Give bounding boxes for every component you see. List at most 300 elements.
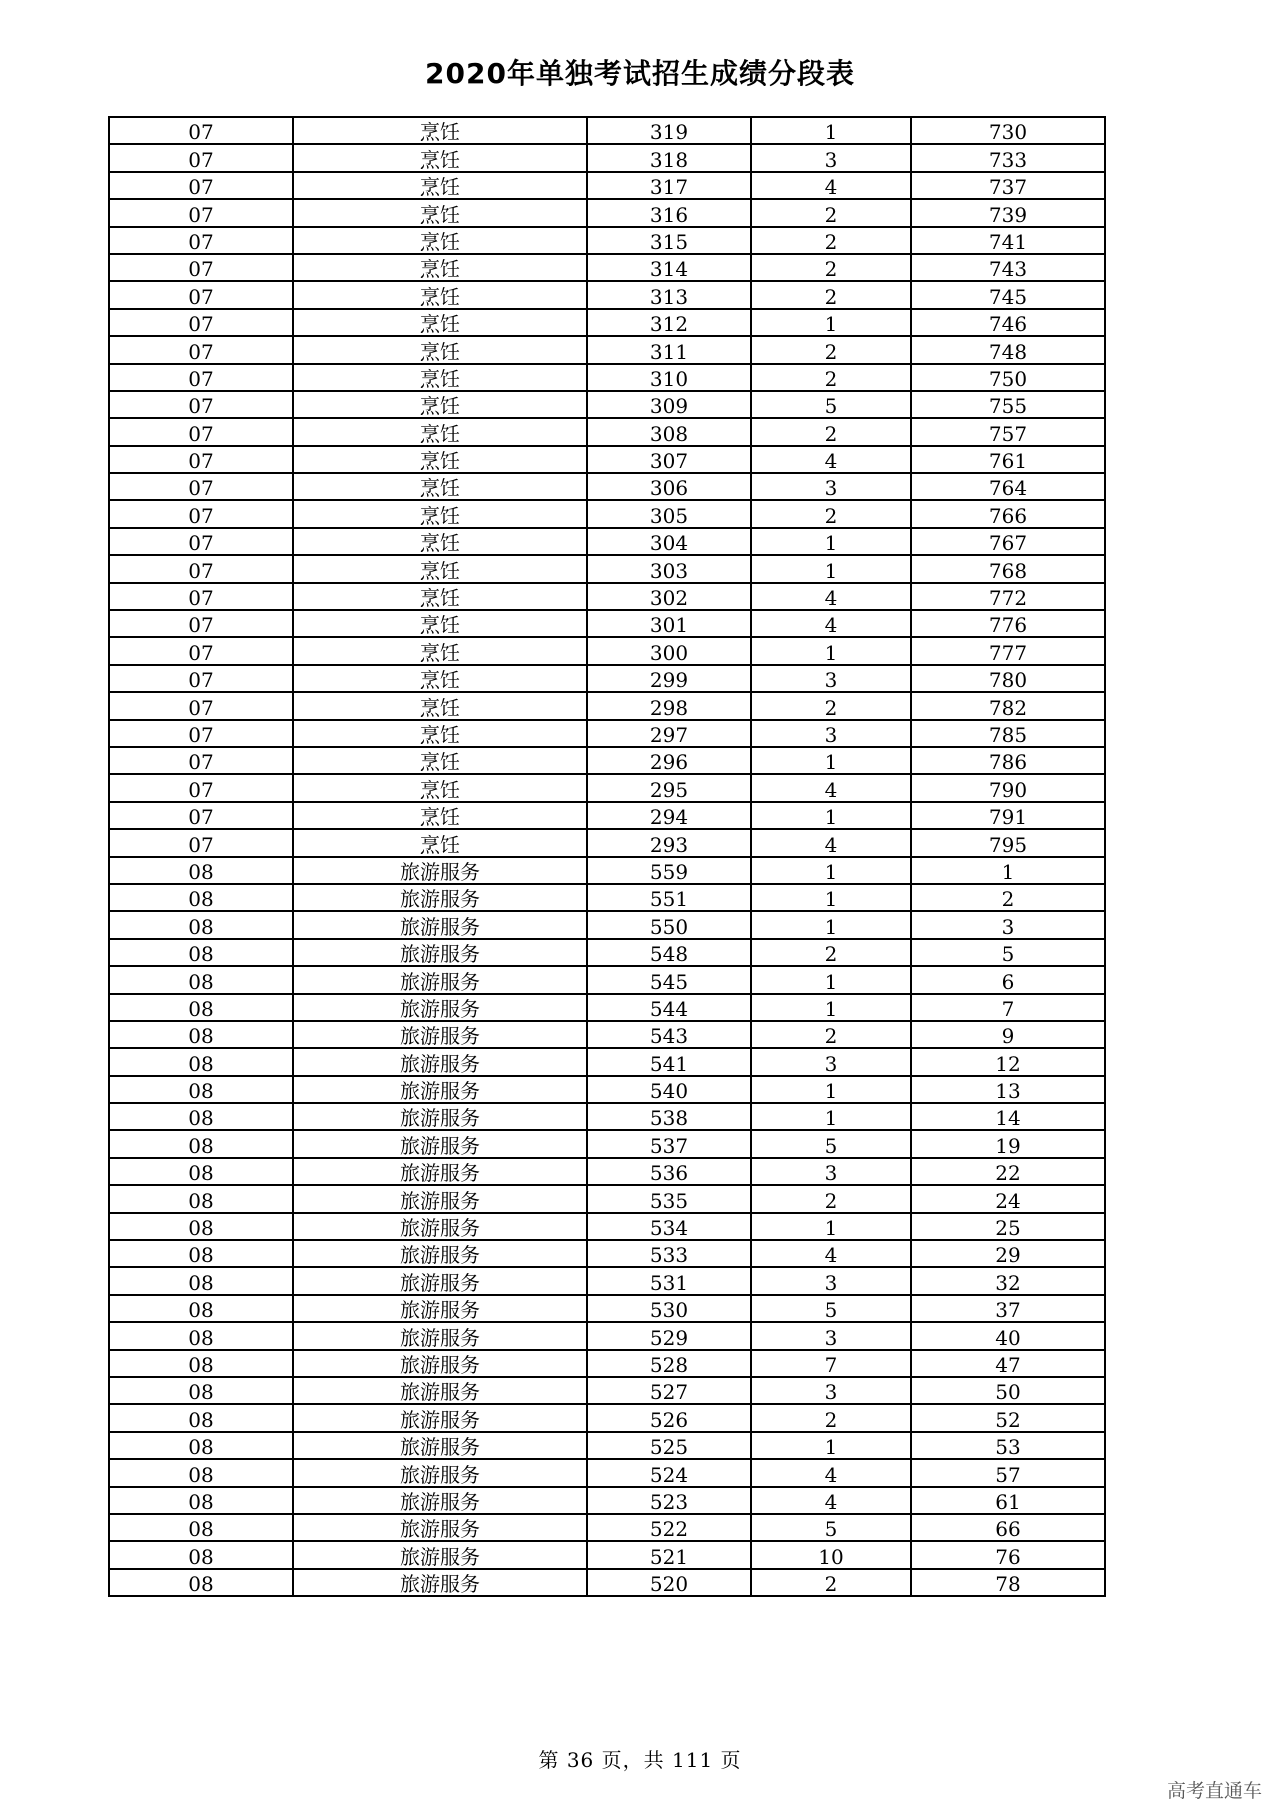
category-code-cell: 07 xyxy=(109,665,293,692)
major-name-cell: 烹饪 xyxy=(293,747,587,774)
count-cell: 1 xyxy=(751,1432,911,1459)
count-cell: 2 xyxy=(751,336,911,363)
category-code-cell: 08 xyxy=(109,994,293,1021)
category-code-cell: 07 xyxy=(109,528,293,555)
table-row xyxy=(109,637,1105,664)
score-cell: 526 xyxy=(587,1404,751,1431)
count-cell: 3 xyxy=(751,1377,911,1404)
cumulative-cell: 746 xyxy=(911,309,1105,336)
score-cell: 548 xyxy=(587,939,751,966)
score-cell: 315 xyxy=(587,227,751,254)
major-name-cell: 烹饪 xyxy=(293,774,587,801)
major-name-cell: 烹饪 xyxy=(293,555,587,582)
score-cell: 305 xyxy=(587,500,751,527)
score-cell: 319 xyxy=(587,117,751,144)
count-cell: 4 xyxy=(751,1240,911,1267)
cumulative-cell: 53 xyxy=(911,1432,1105,1459)
cumulative-cell: 52 xyxy=(911,1404,1105,1431)
count-cell: 4 xyxy=(751,1459,911,1486)
count-cell: 2 xyxy=(751,364,911,391)
table-row xyxy=(109,857,1105,884)
major-name-cell: 烹饪 xyxy=(293,199,587,226)
score-cell: 313 xyxy=(587,281,751,308)
major-name-cell: 烹饪 xyxy=(293,391,587,418)
category-code-cell: 08 xyxy=(109,1213,293,1240)
cumulative-cell: 47 xyxy=(911,1350,1105,1377)
table-row xyxy=(109,1240,1105,1267)
table-row xyxy=(109,1404,1105,1431)
score-cell: 317 xyxy=(587,172,751,199)
count-cell: 2 xyxy=(751,1404,911,1431)
score-cell: 550 xyxy=(587,911,751,938)
category-code-cell: 08 xyxy=(109,1350,293,1377)
cumulative-cell: 755 xyxy=(911,391,1105,418)
table-row xyxy=(109,747,1105,774)
category-code-cell: 08 xyxy=(109,1569,293,1596)
category-code-cell: 07 xyxy=(109,829,293,856)
cumulative-cell: 785 xyxy=(911,720,1105,747)
cumulative-cell: 9 xyxy=(911,1021,1105,1048)
major-name-cell: 烹饪 xyxy=(293,336,587,363)
cumulative-cell: 745 xyxy=(911,281,1105,308)
count-cell: 1 xyxy=(751,555,911,582)
category-code-cell: 08 xyxy=(109,857,293,884)
major-name-cell: 烹饪 xyxy=(293,172,587,199)
count-cell: 1 xyxy=(751,911,911,938)
major-name-cell: 旅游服务 xyxy=(293,1076,587,1103)
category-code-cell: 07 xyxy=(109,144,293,171)
major-name-cell: 旅游服务 xyxy=(293,1295,587,1322)
cumulative-cell: 12 xyxy=(911,1048,1105,1075)
count-cell: 5 xyxy=(751,391,911,418)
cumulative-cell: 739 xyxy=(911,199,1105,226)
table-row xyxy=(109,1048,1105,1075)
cumulative-cell: 780 xyxy=(911,665,1105,692)
score-cell: 520 xyxy=(587,1569,751,1596)
category-code-cell: 07 xyxy=(109,172,293,199)
major-name-cell: 烹饪 xyxy=(293,117,587,144)
cumulative-cell: 24 xyxy=(911,1185,1105,1212)
category-code-cell: 08 xyxy=(109,1322,293,1349)
table-row xyxy=(109,939,1105,966)
count-cell: 4 xyxy=(751,172,911,199)
major-name-cell: 旅游服务 xyxy=(293,939,587,966)
score-cell: 316 xyxy=(587,199,751,226)
score-cell: 527 xyxy=(587,1377,751,1404)
score-cell: 543 xyxy=(587,1021,751,1048)
category-code-cell: 08 xyxy=(109,1021,293,1048)
cumulative-cell: 7 xyxy=(911,994,1105,1021)
score-cell: 318 xyxy=(587,144,751,171)
table-row xyxy=(109,802,1105,829)
count-cell: 7 xyxy=(751,1350,911,1377)
score-cell: 537 xyxy=(587,1130,751,1157)
category-code-cell: 08 xyxy=(109,1487,293,1514)
count-cell: 3 xyxy=(751,1322,911,1349)
category-code-cell: 08 xyxy=(109,1048,293,1075)
score-cell: 311 xyxy=(587,336,751,363)
cumulative-cell: 750 xyxy=(911,364,1105,391)
category-code-cell: 07 xyxy=(109,637,293,664)
score-cell: 551 xyxy=(587,884,751,911)
score-cell: 530 xyxy=(587,1295,751,1322)
count-cell: 2 xyxy=(751,254,911,281)
category-code-cell: 08 xyxy=(109,1295,293,1322)
major-name-cell: 烹饪 xyxy=(293,281,587,308)
table-row xyxy=(109,227,1105,254)
category-code-cell: 08 xyxy=(109,911,293,938)
count-cell: 3 xyxy=(751,144,911,171)
major-name-cell: 旅游服务 xyxy=(293,1103,587,1130)
category-code-cell: 08 xyxy=(109,1404,293,1431)
count-cell: 3 xyxy=(751,1048,911,1075)
score-cell: 294 xyxy=(587,802,751,829)
category-code-cell: 07 xyxy=(109,336,293,363)
score-cell: 303 xyxy=(587,555,751,582)
major-name-cell: 旅游服务 xyxy=(293,1514,587,1541)
category-code-cell: 07 xyxy=(109,720,293,747)
table-row xyxy=(109,364,1105,391)
count-cell: 2 xyxy=(751,500,911,527)
cumulative-cell: 761 xyxy=(911,446,1105,473)
major-name-cell: 旅游服务 xyxy=(293,1459,587,1486)
major-name-cell: 旅游服务 xyxy=(293,911,587,938)
score-distribution-table xyxy=(108,116,1106,1597)
score-cell: 312 xyxy=(587,309,751,336)
major-name-cell: 烹饪 xyxy=(293,720,587,747)
major-name-cell: 烹饪 xyxy=(293,446,587,473)
major-name-cell: 烹饪 xyxy=(293,144,587,171)
cumulative-cell: 772 xyxy=(911,583,1105,610)
category-code-cell: 07 xyxy=(109,774,293,801)
category-code-cell: 07 xyxy=(109,555,293,582)
page-footer: 第 36 页，共 111 页 xyxy=(538,1748,742,1772)
cumulative-cell: 25 xyxy=(911,1213,1105,1240)
count-cell: 1 xyxy=(751,637,911,664)
cumulative-cell: 768 xyxy=(911,555,1105,582)
table-row xyxy=(109,1213,1105,1240)
table-row xyxy=(109,1021,1105,1048)
cumulative-cell: 66 xyxy=(911,1514,1105,1541)
major-name-cell: 旅游服务 xyxy=(293,966,587,993)
table-row xyxy=(109,281,1105,308)
cumulative-cell: 743 xyxy=(911,254,1105,281)
score-cell: 559 xyxy=(587,857,751,884)
score-cell: 536 xyxy=(587,1158,751,1185)
category-code-cell: 07 xyxy=(109,610,293,637)
category-code-cell: 07 xyxy=(109,309,293,336)
cumulative-cell: 766 xyxy=(911,500,1105,527)
major-name-cell: 烹饪 xyxy=(293,418,587,445)
count-cell: 3 xyxy=(751,1267,911,1294)
score-cell: 545 xyxy=(587,966,751,993)
major-name-cell: 烹饪 xyxy=(293,583,587,610)
score-cell: 297 xyxy=(587,720,751,747)
count-cell: 4 xyxy=(751,774,911,801)
category-code-cell: 08 xyxy=(109,1377,293,1404)
score-cell: 304 xyxy=(587,528,751,555)
score-cell: 308 xyxy=(587,418,751,445)
cumulative-cell: 13 xyxy=(911,1076,1105,1103)
count-cell: 2 xyxy=(751,1185,911,1212)
cumulative-cell: 6 xyxy=(911,966,1105,993)
category-code-cell: 07 xyxy=(109,473,293,500)
table-row xyxy=(109,1541,1105,1568)
table-row xyxy=(109,692,1105,719)
major-name-cell: 烹饪 xyxy=(293,500,587,527)
major-name-cell: 旅游服务 xyxy=(293,1130,587,1157)
count-cell: 3 xyxy=(751,665,911,692)
category-code-cell: 07 xyxy=(109,802,293,829)
score-cell: 538 xyxy=(587,1103,751,1130)
table-row xyxy=(109,884,1105,911)
score-cell: 523 xyxy=(587,1487,751,1514)
major-name-cell: 烹饪 xyxy=(293,227,587,254)
major-name-cell: 旅游服务 xyxy=(293,1048,587,1075)
table-body xyxy=(109,117,1105,1596)
cumulative-cell: 76 xyxy=(911,1541,1105,1568)
cumulative-cell: 782 xyxy=(911,692,1105,719)
major-name-cell: 烹饪 xyxy=(293,692,587,719)
table-row xyxy=(109,144,1105,171)
count-cell: 4 xyxy=(751,829,911,856)
major-name-cell: 旅游服务 xyxy=(293,857,587,884)
cumulative-cell: 29 xyxy=(911,1240,1105,1267)
count-cell: 1 xyxy=(751,802,911,829)
table-row xyxy=(109,528,1105,555)
count-cell: 2 xyxy=(751,1569,911,1596)
major-name-cell: 旅游服务 xyxy=(293,1487,587,1514)
score-cell: 293 xyxy=(587,829,751,856)
category-code-cell: 08 xyxy=(109,1158,293,1185)
score-cell: 299 xyxy=(587,665,751,692)
major-name-cell: 旅游服务 xyxy=(293,1240,587,1267)
category-code-cell: 07 xyxy=(109,364,293,391)
count-cell: 2 xyxy=(751,939,911,966)
category-code-cell: 08 xyxy=(109,1076,293,1103)
score-cell: 524 xyxy=(587,1459,751,1486)
category-code-cell: 07 xyxy=(109,227,293,254)
table-row xyxy=(109,254,1105,281)
cumulative-cell: 19 xyxy=(911,1130,1105,1157)
table-row xyxy=(109,1377,1105,1404)
count-cell: 1 xyxy=(751,309,911,336)
cumulative-cell: 37 xyxy=(911,1295,1105,1322)
category-code-cell: 08 xyxy=(109,966,293,993)
table-row xyxy=(109,500,1105,527)
score-cell: 525 xyxy=(587,1432,751,1459)
major-name-cell: 烹饪 xyxy=(293,254,587,281)
category-code-cell: 08 xyxy=(109,884,293,911)
major-name-cell: 烹饪 xyxy=(293,637,587,664)
score-cell: 522 xyxy=(587,1514,751,1541)
count-cell: 3 xyxy=(751,473,911,500)
cumulative-cell: 730 xyxy=(911,117,1105,144)
cumulative-cell: 791 xyxy=(911,802,1105,829)
table-row xyxy=(109,829,1105,856)
category-code-cell: 08 xyxy=(109,1240,293,1267)
cumulative-cell: 786 xyxy=(911,747,1105,774)
category-code-cell: 08 xyxy=(109,1267,293,1294)
count-cell: 5 xyxy=(751,1295,911,1322)
major-name-cell: 烹饪 xyxy=(293,473,587,500)
table-row xyxy=(109,1130,1105,1157)
cumulative-cell: 767 xyxy=(911,528,1105,555)
major-name-cell: 旅游服务 xyxy=(293,994,587,1021)
category-code-cell: 07 xyxy=(109,500,293,527)
major-name-cell: 旅游服务 xyxy=(293,1021,587,1048)
category-code-cell: 08 xyxy=(109,1432,293,1459)
watermark: 高考直通车 xyxy=(1166,1780,1262,1802)
category-code-cell: 08 xyxy=(109,1459,293,1486)
table-row xyxy=(109,1267,1105,1294)
table-row xyxy=(109,720,1105,747)
cumulative-cell: 748 xyxy=(911,336,1105,363)
count-cell: 4 xyxy=(751,610,911,637)
major-name-cell: 烹饪 xyxy=(293,309,587,336)
category-code-cell: 07 xyxy=(109,692,293,719)
table-row xyxy=(109,966,1105,993)
cumulative-cell: 61 xyxy=(911,1487,1105,1514)
score-cell: 533 xyxy=(587,1240,751,1267)
category-code-cell: 08 xyxy=(109,1103,293,1130)
table-row xyxy=(109,391,1105,418)
major-name-cell: 旅游服务 xyxy=(293,1377,587,1404)
cumulative-cell: 741 xyxy=(911,227,1105,254)
major-name-cell: 旅游服务 xyxy=(293,1432,587,1459)
category-code-cell: 08 xyxy=(109,1130,293,1157)
score-cell: 307 xyxy=(587,446,751,473)
score-cell: 535 xyxy=(587,1185,751,1212)
count-cell: 2 xyxy=(751,227,911,254)
table-row xyxy=(109,774,1105,801)
table-row xyxy=(109,1432,1105,1459)
category-code-cell: 07 xyxy=(109,117,293,144)
count-cell: 1 xyxy=(751,994,911,1021)
score-cell: 310 xyxy=(587,364,751,391)
count-cell: 4 xyxy=(751,583,911,610)
score-cell: 296 xyxy=(587,747,751,774)
score-cell: 302 xyxy=(587,583,751,610)
cumulative-cell: 3 xyxy=(911,911,1105,938)
score-cell: 306 xyxy=(587,473,751,500)
cumulative-cell: 22 xyxy=(911,1158,1105,1185)
count-cell: 1 xyxy=(751,1213,911,1240)
count-cell: 3 xyxy=(751,1158,911,1185)
major-name-cell: 烹饪 xyxy=(293,829,587,856)
table-row xyxy=(109,610,1105,637)
category-code-cell: 08 xyxy=(109,1514,293,1541)
table-row xyxy=(109,1185,1105,1212)
count-cell: 1 xyxy=(751,966,911,993)
score-cell: 531 xyxy=(587,1267,751,1294)
major-name-cell: 旅游服务 xyxy=(293,1185,587,1212)
major-name-cell: 旅游服务 xyxy=(293,1322,587,1349)
cumulative-cell: 764 xyxy=(911,473,1105,500)
count-cell: 1 xyxy=(751,884,911,911)
table-row xyxy=(109,1322,1105,1349)
score-cell: 298 xyxy=(587,692,751,719)
cumulative-cell: 14 xyxy=(911,1103,1105,1130)
cumulative-cell: 2 xyxy=(911,884,1105,911)
category-code-cell: 07 xyxy=(109,391,293,418)
count-cell: 2 xyxy=(751,418,911,445)
score-cell: 295 xyxy=(587,774,751,801)
cumulative-cell: 5 xyxy=(911,939,1105,966)
page-title: 2020年单独考试招生成绩分段表 xyxy=(425,57,855,90)
score-cell: 521 xyxy=(587,1541,751,1568)
cumulative-cell: 1 xyxy=(911,857,1105,884)
cumulative-cell: 78 xyxy=(911,1569,1105,1596)
score-cell: 544 xyxy=(587,994,751,1021)
cumulative-cell: 777 xyxy=(911,637,1105,664)
cumulative-cell: 757 xyxy=(911,418,1105,445)
count-cell: 1 xyxy=(751,1076,911,1103)
category-code-cell: 08 xyxy=(109,1541,293,1568)
table-row xyxy=(109,1487,1105,1514)
table-row xyxy=(109,172,1105,199)
major-name-cell: 旅游服务 xyxy=(293,1158,587,1185)
count-cell: 1 xyxy=(751,1103,911,1130)
count-cell: 1 xyxy=(751,117,911,144)
major-name-cell: 旅游服务 xyxy=(293,1404,587,1431)
count-cell: 4 xyxy=(751,446,911,473)
score-cell: 540 xyxy=(587,1076,751,1103)
count-cell: 2 xyxy=(751,692,911,719)
count-cell: 1 xyxy=(751,857,911,884)
score-cell: 541 xyxy=(587,1048,751,1075)
major-name-cell: 烹饪 xyxy=(293,665,587,692)
table-row xyxy=(109,1569,1105,1596)
major-name-cell: 旅游服务 xyxy=(293,884,587,911)
major-name-cell: 旅游服务 xyxy=(293,1541,587,1568)
table-row xyxy=(109,1076,1105,1103)
cumulative-cell: 790 xyxy=(911,774,1105,801)
major-name-cell: 烹饪 xyxy=(293,364,587,391)
cumulative-cell: 32 xyxy=(911,1267,1105,1294)
cumulative-cell: 776 xyxy=(911,610,1105,637)
table-row xyxy=(109,1158,1105,1185)
score-cell: 529 xyxy=(587,1322,751,1349)
category-code-cell: 07 xyxy=(109,446,293,473)
table-row xyxy=(109,309,1105,336)
table-row xyxy=(109,1459,1105,1486)
score-cell: 314 xyxy=(587,254,751,281)
major-name-cell: 旅游服务 xyxy=(293,1350,587,1377)
table-row xyxy=(109,911,1105,938)
major-name-cell: 旅游服务 xyxy=(293,1213,587,1240)
category-code-cell: 07 xyxy=(109,281,293,308)
table-row xyxy=(109,446,1105,473)
count-cell: 2 xyxy=(751,281,911,308)
score-cell: 301 xyxy=(587,610,751,637)
count-cell: 2 xyxy=(751,1021,911,1048)
score-cell: 300 xyxy=(587,637,751,664)
table-row xyxy=(109,336,1105,363)
category-code-cell: 08 xyxy=(109,1185,293,1212)
count-cell: 1 xyxy=(751,747,911,774)
table-row xyxy=(109,1514,1105,1541)
table-row xyxy=(109,473,1105,500)
category-code-cell: 07 xyxy=(109,747,293,774)
cumulative-cell: 40 xyxy=(911,1322,1105,1349)
category-code-cell: 07 xyxy=(109,418,293,445)
count-cell: 5 xyxy=(751,1514,911,1541)
category-code-cell: 07 xyxy=(109,254,293,281)
score-cell: 309 xyxy=(587,391,751,418)
count-cell: 5 xyxy=(751,1130,911,1157)
score-cell: 534 xyxy=(587,1213,751,1240)
